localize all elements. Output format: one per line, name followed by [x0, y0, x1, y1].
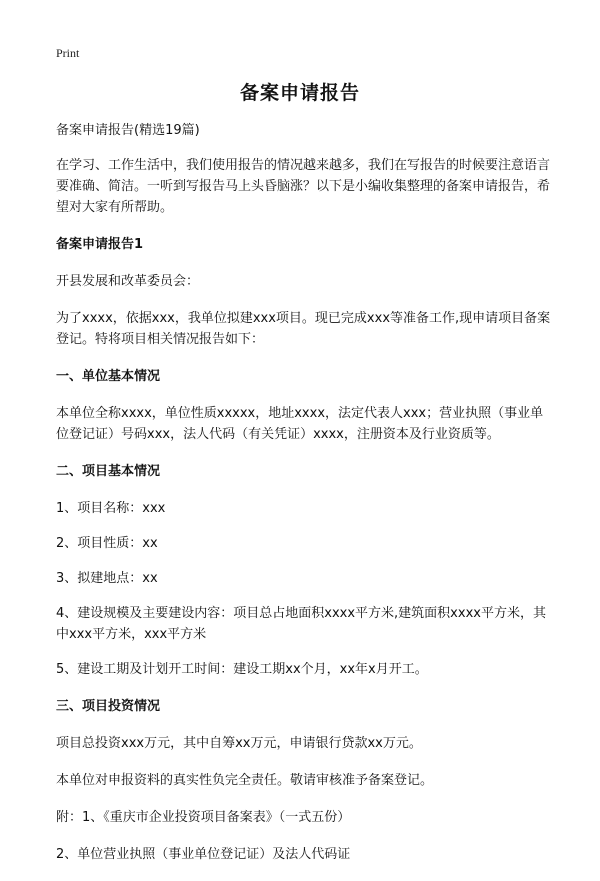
section-title: 备案申请报告1: [56, 237, 144, 252]
responsibility-paragraph: 本单位对申报资料的真实性负完全责任。敬请审核准予备案登记。: [56, 773, 434, 788]
intro-paragraph: 在学习、工作生活中，我们使用报告的情况越来越多，我们在写报告的时候要注意语言要准确、简洁。一听到写报告马上头昏脑涨？以下是小编收集整理的备案申请报告，希望对大家有所帮助。: [56, 158, 551, 215]
document-body: [56, 120, 556, 881]
heading-unit-info: 一、单位基本情况: [56, 369, 161, 384]
attachment-item-1: 附：1、《重庆市企业投资项目备案表》（一式五份）: [56, 810, 351, 825]
attachment-item-2: 2、单位营业执照（事业单位登记证）及法人代码证: [56, 847, 351, 862]
print-label[interactable]: Print: [56, 46, 80, 60]
opening-paragraph: 为了xxxx，依据xxx，我单位拟建xxx项目。现已完成xxx等准备工作,现申请项目备案登记。特将项目相关情况报告如下：: [56, 311, 551, 347]
document-subtitle: 备案申请报告(精选19篇): [56, 123, 200, 138]
project-item-location: 3、拟建地点：xx: [56, 571, 158, 586]
page-title: 备案申请报告: [239, 82, 360, 104]
heading-investment: 三、项目投资情况: [56, 699, 161, 714]
project-item-schedule: 5、建设工期及计划开工时间：建设工期xx个月，xx年x月开工。: [56, 662, 428, 677]
project-item-nature: 2、项目性质：xx: [56, 536, 158, 551]
unit-info-paragraph: 本单位全称xxxx，单位性质xxxxx，地址xxxx，法定代表人xxx；营业执照（事业单位登记证）号码xxx，法人代码（有关凭证）xxxx，注册资本及行业资质等。: [56, 406, 544, 442]
project-item-name: 1、项目名称：xxx: [56, 501, 166, 516]
project-item-scale: 4、建设规模及主要建设内容：项目总占地面积xxxx平方米,建筑面积xxxx平方米，其中xxx平方米，xxx平方米: [56, 606, 546, 642]
recipient-line: 开县发展和改革委员会：: [56, 274, 200, 289]
investment-paragraph: 项目总投资xxx万元，其中自筹xx万元，申请银行贷款xx万元。: [56, 736, 422, 751]
heading-project-info: 二、项目基本情况: [56, 464, 161, 479]
